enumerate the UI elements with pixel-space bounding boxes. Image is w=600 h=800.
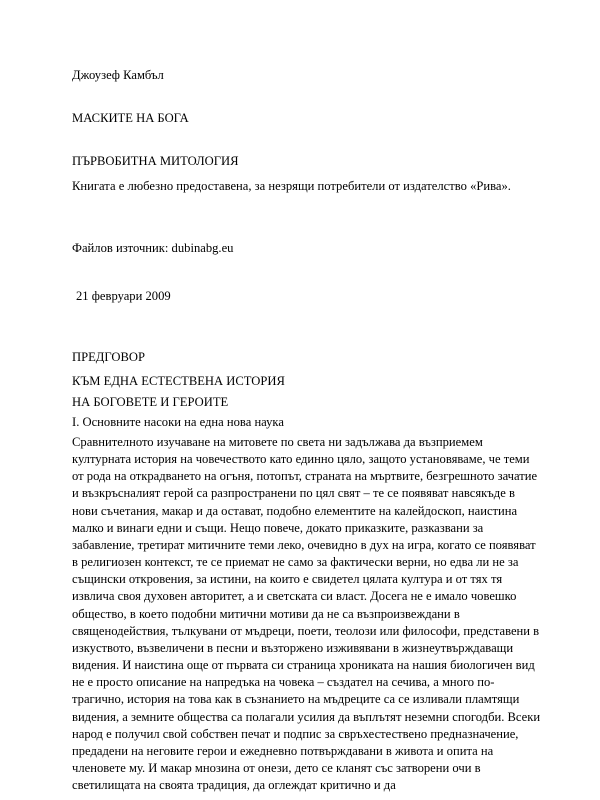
source-label: Файлов източник: dubinabg.eu [72, 241, 234, 255]
section-heading: I. Основните насоки на една нова наука [72, 415, 284, 429]
preface-title-line-1: КЪМ ЕДНА ЕСТЕСТВЕНА ИСТОРИЯ [72, 374, 285, 388]
date-line: 21 февруари 2009 [76, 289, 171, 303]
courtesy-note: Книгата е любезно предоставена, за незрящи потребители от издателство «Рива». [72, 179, 511, 193]
book-title: МАСКИТЕ НА БОГА [72, 111, 189, 125]
volume-title: ПЪРВОБИТНА МИТОЛОГИЯ [72, 154, 239, 168]
preface-heading: ПРЕДГОВОР [72, 350, 145, 364]
author-name: Джоузеф Камбъл [72, 68, 164, 82]
body-paragraph: Сравнителното изучаване на митовете по света ни задължава да възприемем културната история на човечеството като единно цяло, защото установяваме, че теми от рода на открадването на огъня, потопът, страната на мъртвите, безгрешното зачатие и възкръсналият герой са разпространени по цял свят – те се появяват навсякъде в нови съчетания, макар и да остават, подобно елементите на калейдоскоп, наистина малко и винаги едни и същи. Нещо повече, докато приказките, разказвани за забавление, третират митичните теми леко, очевидно в дух на игра, когато се появяват в религиозен контекст, те се приемат не само за фактически верни, но едва ли не за същински откровения, за истини, на които е свидетел цялата култура и от тях тя извлича своя духовен авторитет, а и светската си власт. Досега не е имало човешко общество, в което подобни митични мотиви да не са възпроизвеждани в священодействия, тълкувани от мъдреци, поети, теолози или философи, представени в изкуството, възвеличени в песни и възторжено изживявани в жизнеутвърждаващи видения. И наистина още от първата си страница хрониката на нашия биологичен вид не е просто описание на напредъка на човека – създател на сечива, а много по-трагично, история на това как в съзнанието на мъдреците са се изливали пламтящи видения, а земните общества са полагали усилия да въплътят неземни спогодби. Всеки народ е получил свой собствен печат и подпис за свръхестествено предназначение, предадени на неговите герои и ежедневно потвърждавани в живота и опита на членовете му. И макар мнозина от онези, дето се кланят със затворени очи в светилищата на своята традиция, да оглеждат критично и да [72, 435, 541, 793]
preface-title-line-2: НА БОГОВЕТЕ И ГЕРОИТЕ [72, 395, 229, 409]
